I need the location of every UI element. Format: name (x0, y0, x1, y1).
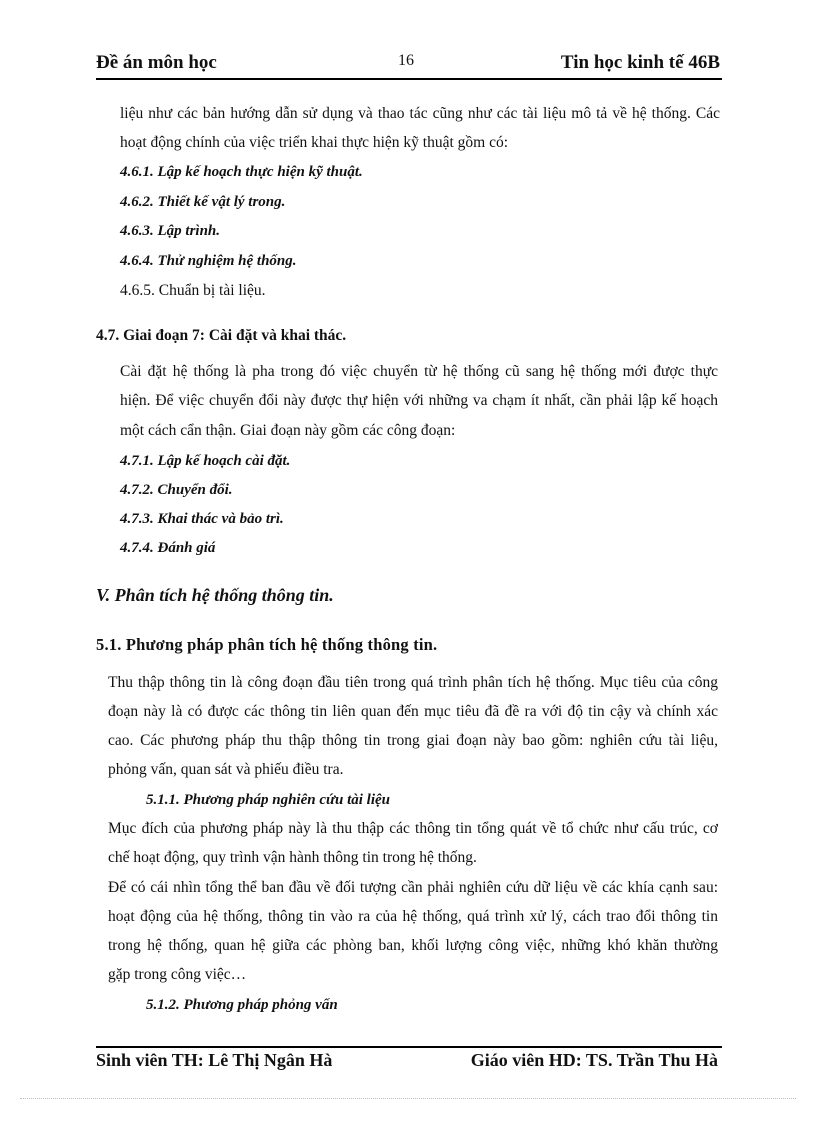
paragraph-line: đoạn này là có được các thông tin liên quan đến mục tiêu đã đề ra với độ tin cậy và chính xác (108, 703, 718, 720)
paragraph-line: hoạt động của hệ thống, thông tin vào ra của hệ thống, quá trình xử lý, cách trao đổi thông tin (108, 908, 718, 925)
list-item-4-6-2: 4.6.2. Thiết kế vật lý trong. (120, 194, 286, 210)
page-number: 16 (398, 52, 414, 69)
subsection-heading-5-1-1: 5.1.1. Phương pháp nghiên cứu tài liệu (146, 792, 390, 808)
paragraph-line: Mục đích của phương pháp này là thu thập các thông tin tổng quát về tổ chức như cấu trúc, cơ (108, 820, 718, 837)
paragraph-line: Thu thập thông tin là công đoạn đầu tiên trong quá trình phân tích hệ thống. Mục tiêu của công (108, 674, 718, 691)
list-item-4-7-1: 4.7.1. Lập kế hoạch cài đặt. (120, 453, 291, 469)
header-class-name: Tin học kinh tế 46B (560, 52, 720, 73)
list-item-4-6-3: 4.6.3. Lập trình. (120, 223, 221, 239)
list-item-4-6-1: 4.6.1. Lập kế hoạch thực hiện kỹ thuật. (120, 164, 363, 180)
list-item-4-6-4: 4.6.4. Thử nghiệm hệ thống. (120, 253, 297, 269)
paragraph-line: chế hoạt động, quy trình vận hành thông tin trong hệ thống. (108, 849, 477, 866)
paragraph-line: một cách cẩn thận. Giai đoạn này gồm các công đoạn: (120, 422, 456, 439)
paragraph-line: phỏng vấn, quan sát và phiếu điều tra. (108, 761, 344, 778)
page-footer (96, 1050, 722, 1076)
section-heading-5-1: 5.1. Phương pháp phân tích hệ thống thông tin. (96, 635, 438, 654)
list-item-4-6-5: 4.6.5. Chuẩn bị tài liệu. (120, 282, 266, 299)
footer-rule (96, 1046, 722, 1048)
page-bottom-border (20, 1098, 796, 1099)
paragraph-line: hiện. Để việc chuyển đổi này được thự hiện với những va chạm ít nhất, cần phải lập kế hoạch (120, 392, 718, 409)
footer-student: Sinh viên TH: Lê Thị Ngân Hà (96, 1050, 333, 1070)
paragraph-line: Cài đặt hệ thống là pha trong đó việc chuyển từ hệ thống cũ sang hệ thống mới được thực (120, 363, 718, 380)
paragraph-line: trong hệ thống, quan hệ giữa các phòng ban, khối lượng công việc, những khó khăn thường (108, 937, 718, 954)
subsection-heading-5-1-2: 5.1.2. Phương pháp phỏng vấn (146, 997, 338, 1013)
paragraph-line: gặp trong công việc… (108, 966, 247, 983)
page-header (96, 50, 720, 80)
header-course-title: Đề án môn học (96, 52, 217, 73)
paragraph-line: Để có cái nhìn tổng thể ban đầu về đối tượng cần phải nghiên cứu dữ liệu về các khía cạnh sau: (108, 879, 718, 896)
list-item-4-7-2: 4.7.2. Chuyển đổi. (120, 482, 233, 498)
paragraph-line: hoạt động chính của việc triển khai thực hiện kỹ thuật gồm có: (120, 134, 509, 151)
header-rule (96, 78, 722, 80)
section-heading-4-7: 4.7. Giai đoạn 7: Cài đặt và khai thác. (96, 327, 347, 344)
list-item-4-7-4: 4.7.4. Đánh giá (120, 540, 216, 556)
footer-teacher: Giáo viên HD: TS. Trần Thu Hà (470, 1050, 718, 1070)
paragraph-line: cao. Các phương pháp thu thập thông tin trong giai đoạn này bao gồm: nghiên cứu tài liệu, (108, 732, 718, 749)
paragraph-line: liệu như các bản hướng dẫn sử dụng và thao tác cũng như các tài liệu mô tả về hệ thống. Các (120, 105, 720, 122)
list-item-4-7-3: 4.7.3. Khai thác và bảo trì. (120, 511, 284, 527)
chapter-heading-V: V. Phân tích hệ thống thông tin. (96, 585, 334, 605)
